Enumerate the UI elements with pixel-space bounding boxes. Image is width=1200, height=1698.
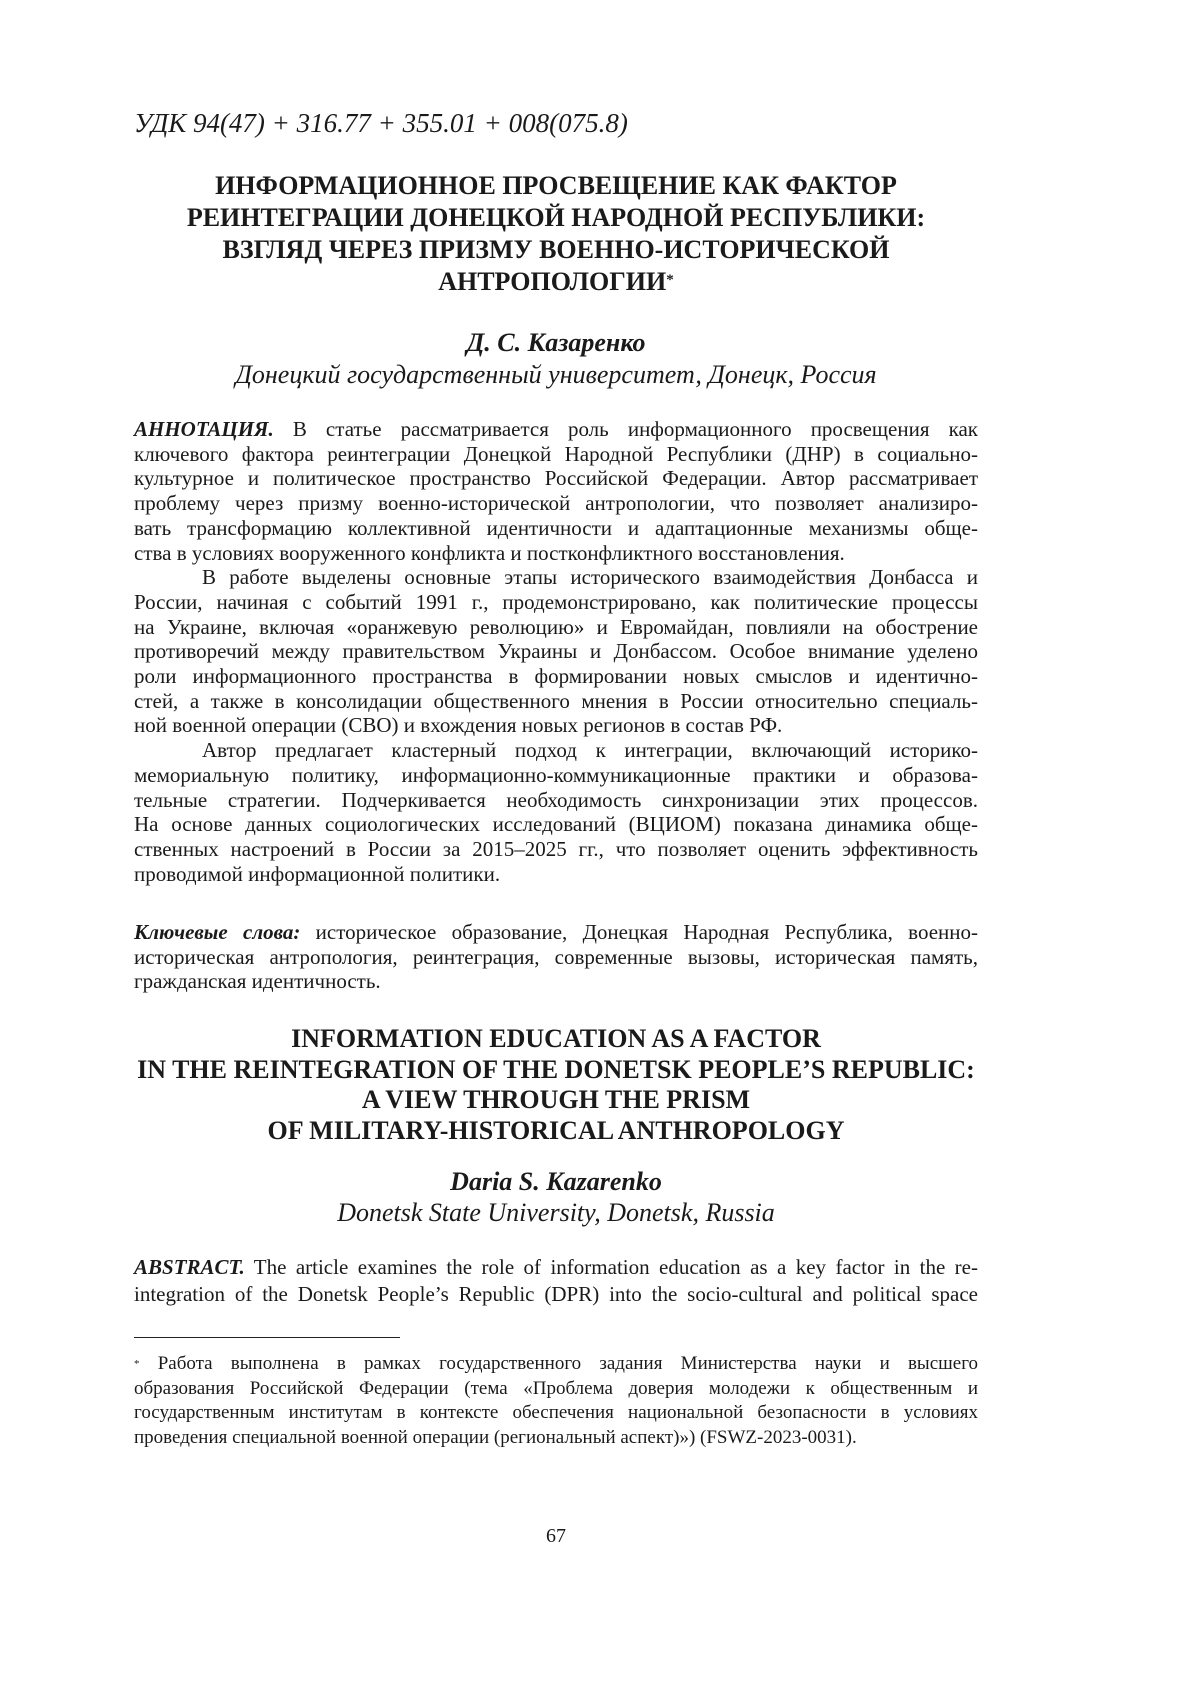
ru-article-title: [0, 170, 1112, 298]
title-line: РЕИНТЕГРАЦИИ ДОНЕЦКОЙ НАРОДНОЙ РЕСПУБЛИКИ:: [0, 202, 1112, 234]
footnote-mark: *: [134, 1358, 140, 1370]
text-line: вать трансформацию коллективной идентичности и адаптационные механизмы обще-: [134, 516, 978, 541]
title-line: АНТРОПОЛОГИИ: [438, 267, 666, 296]
footnote-ref[interactable]: *: [666, 272, 674, 288]
title-line: A VIEW THROUGH THE PRISM: [0, 1085, 1112, 1116]
text-line: На основе данных социологических исследований (ВЦИОМ) показана динамика обще-: [134, 812, 978, 837]
ru-author: Д. С. Казаренко: [0, 328, 1112, 358]
ru-keywords: [134, 920, 978, 994]
en-abstract: [134, 1254, 978, 1308]
text-line: мемориальную политику, информационно-коммуникационные практики и образова-: [134, 763, 978, 788]
udk-code: УДК 94(47) + 316.77 + 355.01 + 008(075.8): [134, 108, 628, 139]
en-author: Daria S. Kazarenko: [0, 1167, 1112, 1197]
footnote: [134, 1352, 978, 1450]
text-line: противоречий между правительством Украины и Донбассом. Особое внимание уделено: [134, 639, 978, 664]
title-line: IN THE REINTEGRATION OF THE DONETSK PEOPLE’S REPUBLIC:: [0, 1055, 1112, 1086]
footnote-divider: [134, 1337, 400, 1338]
abstract-label: ABSTRACT.: [134, 1255, 245, 1279]
page-number: 67: [0, 1525, 1112, 1548]
text-line: ключевого фактора реинтеграции Донецкой Народной Республики (ДНР) в социально-: [134, 442, 978, 467]
text-line: В работе выделены основные этапы исторического взаимодействия Донбасса и: [134, 565, 978, 590]
text-line: гражданская идентичность.: [134, 969, 978, 994]
text-line: ственных настроений в России за 2015–2025 гг., что позволяет оценить эффективность: [134, 837, 978, 862]
text-line: ной военной операции (СВО) и вхождения новых регионов в состав РФ.: [134, 713, 978, 738]
text-line: проведения специальной военной операции (региональный аспект)») (FSWZ-2023-0031).: [134, 1426, 978, 1451]
text-line: проводимой информационной политики.: [134, 862, 978, 887]
ru-annotation: [134, 417, 978, 886]
text-line: историческое образование, Донецкая Народная Республика, военно-: [316, 920, 978, 944]
annotation-label: АННОТАЦИЯ.: [134, 417, 274, 441]
text-line: историческая антропология, реинтеграция, современные вызовы, историческая память,: [134, 945, 978, 970]
text-line: роли информационного пространства в формировании новых смыслов и идентично-: [134, 664, 978, 689]
text-line: культурное и политическое пространство Российской Федерации. Автор рассматривает: [134, 466, 978, 491]
text-line: тельные стратегии. Подчеркивается необходимость синхронизации этих процессов.: [134, 788, 978, 813]
text-line: Работа выполнена в рамках государственного задания Министерства науки и высшего: [158, 1353, 978, 1374]
ru-affiliation: Донецкий государственный университет, Донецк, Россия: [0, 360, 1112, 390]
title-line: ИНФОРМАЦИОННОЕ ПРОСВЕЩЕНИЕ КАК ФАКТОР: [0, 170, 1112, 202]
text-line: ства в условиях вооруженного конфликта и постконфликтного восстановления.: [134, 541, 978, 566]
text-line: В статье рассматривается роль информационного просвещения как: [293, 417, 978, 441]
text-line: государственным институтам в контексте обеспечения национальной безопасности в условиях: [134, 1401, 978, 1426]
text-line: стей, а также в консолидации общественного мнения в России относительно специаль-: [134, 689, 978, 714]
title-line: ВЗГЛЯД ЧЕРЕЗ ПРИЗМУ ВОЕННО-ИСТОРИЧЕСКОЙ: [0, 234, 1112, 266]
text-line: The article examines the role of information education as a key factor in the re-: [254, 1255, 978, 1279]
en-affiliation: Donetsk State University, Donetsk, Russia: [0, 1198, 1112, 1228]
text-line: России, начиная с событий 1991 г., продемонстрировано, как политические процессы: [134, 590, 978, 615]
text-line: Автор предлагает кластерный подход к интеграции, включающий историко-: [134, 738, 978, 763]
text-line: проблему через призму военно-исторической антропологии, что позволяет анализиро-: [134, 491, 978, 516]
en-article-title: [0, 1024, 1112, 1146]
text-line: образования Российской Федерации (тема «Проблема доверия молодежи к общественным и: [134, 1377, 978, 1402]
text-line: на Украине, включая «оранжевую революцию» и Евромайдан, повлияли на обострение: [134, 615, 978, 640]
title-line: INFORMATION EDUCATION AS A FACTOR: [0, 1024, 1112, 1055]
text-line: integration of the Donetsk People’s Republic (DPR) into the socio-cultural and political space: [134, 1281, 978, 1308]
title-line: OF MILITARY-HISTORICAL ANTHROPOLOGY: [0, 1116, 1112, 1147]
keywords-label: Ключевые слова:: [134, 920, 300, 944]
